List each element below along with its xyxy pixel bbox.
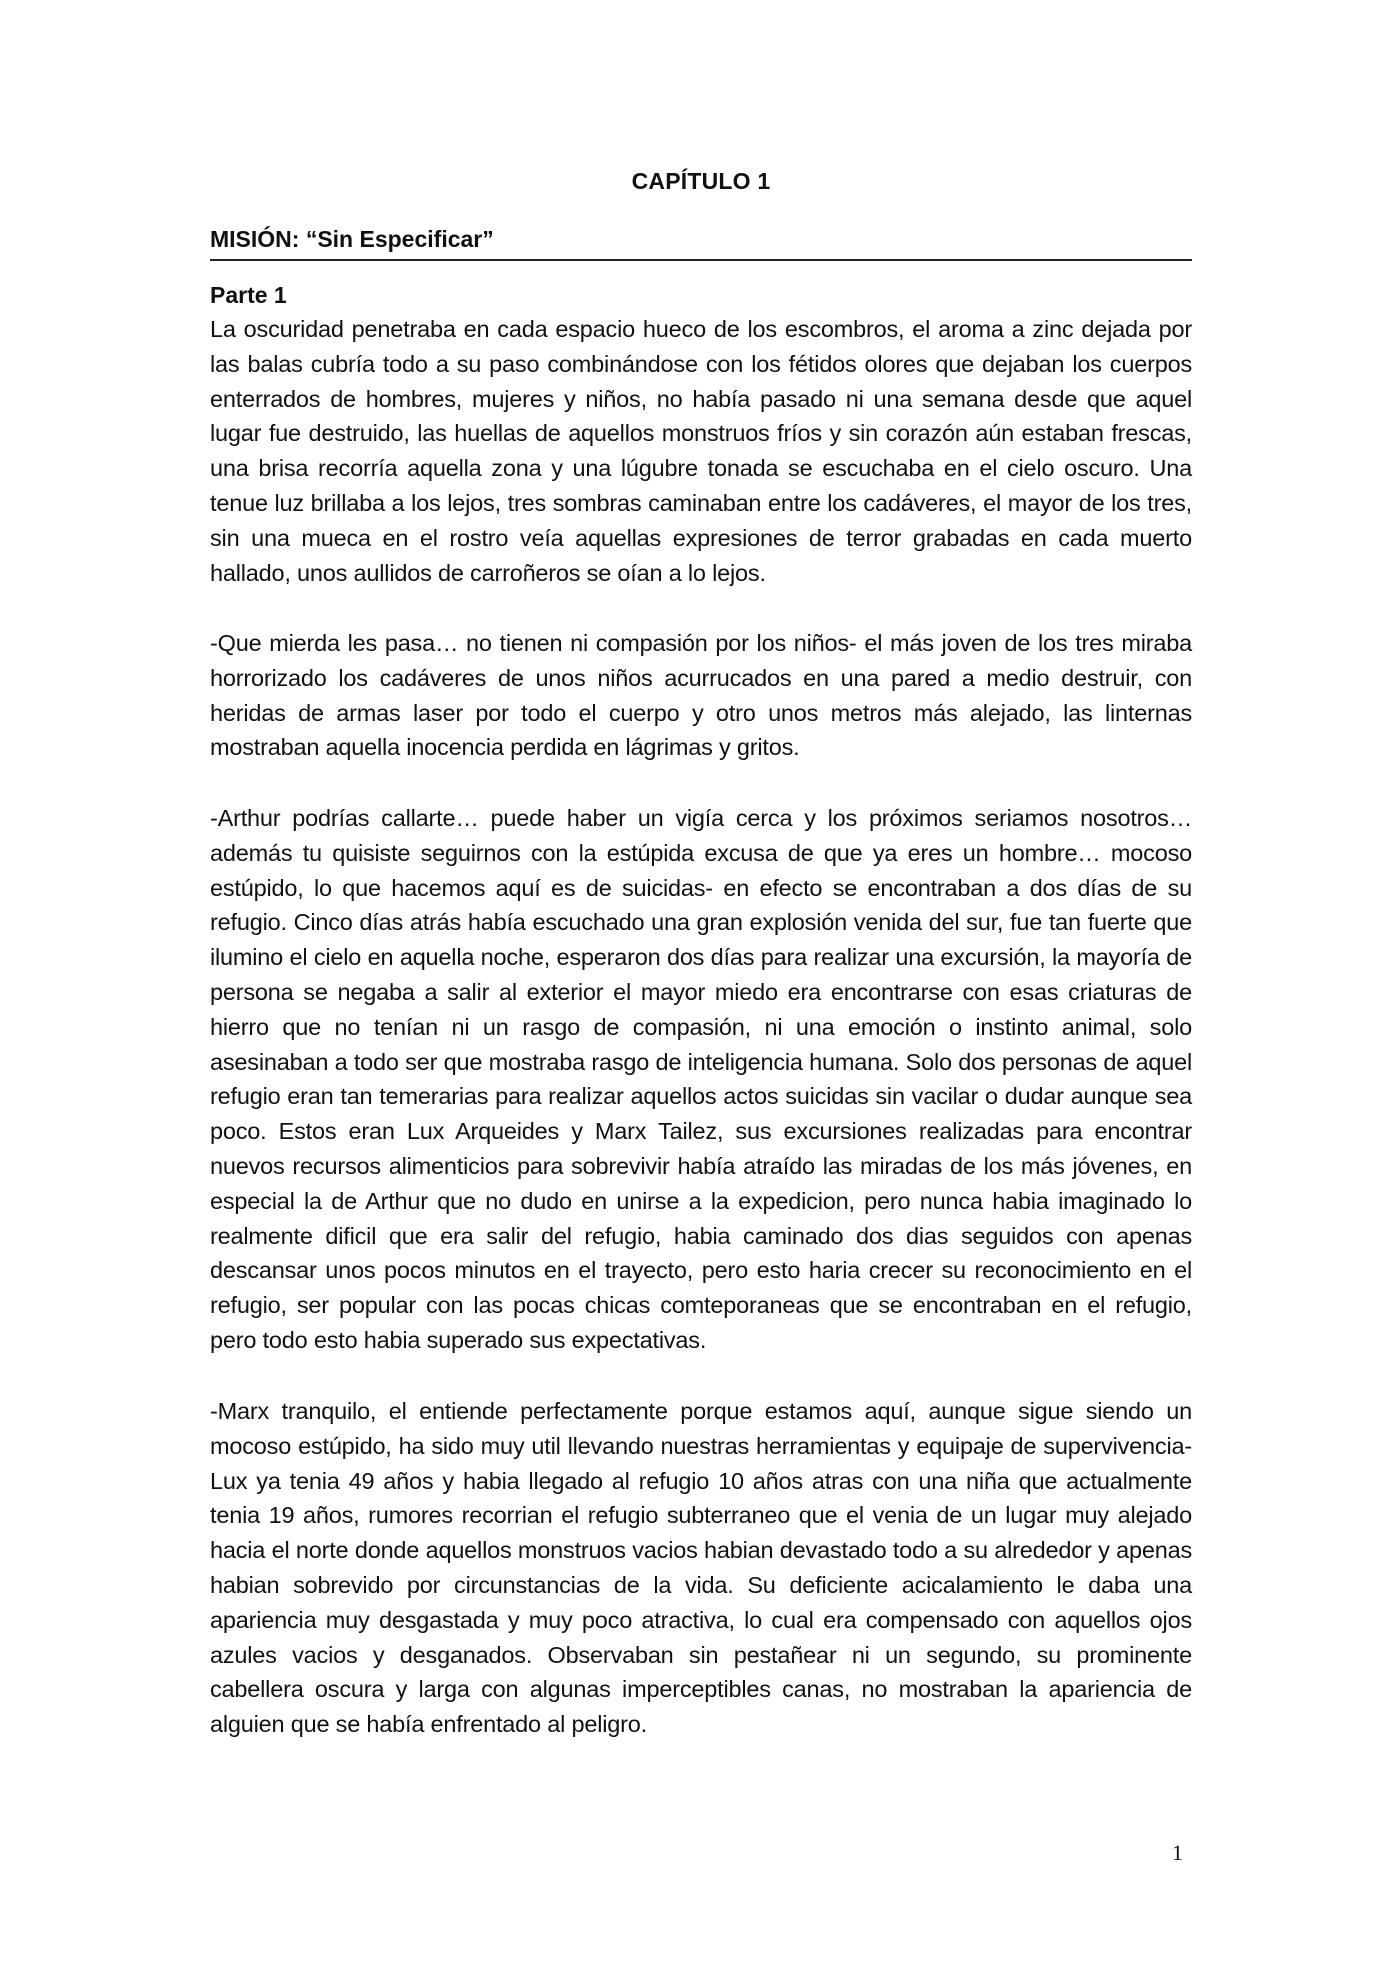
body-paragraph: -Que mierda les pasa… no tienen ni compasión por los niños- el más joven de los tres miraba horrorizado los cadáveres de unos niños acurrucados en una pared a medio destruir, con heridas de armas laser por todo el cuerpo y otro unos metros más alejado, las linternas mostraban aquella inocencia perdida en lágrimas y gritos. bbox=[210, 630, 1192, 761]
part-heading: Parte 1 bbox=[210, 282, 287, 308]
mission-heading: MISIÓN: “Sin Especificar” bbox=[210, 226, 494, 252]
heading-divider bbox=[210, 259, 1192, 261]
page-number: 1 bbox=[1172, 1840, 1183, 1865]
body-paragraph: La oscuridad penetraba en cada espacio hueco de los escombros, el aroma a zinc dejada por las balas cubría todo a su paso combinándose con los fétidos olores que dejaban los cuerpos enterrados de hombres, mujeres y niños, no había pasado ni una semana desde que aquel lugar fue destruido, las huellas de aquellos monstruos fríos y sin corazón aún estaban frescas, una brisa recorría aquella zona y una lúgubre tonada se escuchaba en el cielo oscuro. Una tenue luz brillaba a los lejos, tres sombras caminaban entre los cadáveres, el mayor de los tres, sin una mueca en el rostro veía aquellas expresiones de terror grabadas en cada muerto hallado, unos aullidos de carroñeros se oían a lo lejos. bbox=[210, 316, 1192, 586]
body-paragraph: -Marx tranquilo, el entiende perfectamente porque estamos aquí, aunque sigue siendo un mocoso estúpido, ha sido muy util llevando nuestras herramientas y equipaje de supervivencia- Lux ya tenia 49 años y habia llegado al refugio 10 años atras con una niña que actualmente tenia 19 años, rumores recorrian el refugio subterraneo que el venia de un lugar muy alejado hacia el norte donde aquellos monstruos vacios habian devastado todo a su alrededor y apenas habian sobrevido por circunstancias de la vida. Su deficiente acicalamiento le daba una apariencia muy desgastada y muy poco atractiva, lo cual era compensado con aquellos ojos azules vacios y desganados. Observaban sin pestañear ni un segundo, su prominente cabellera oscura y larga con algunas imperceptibles canas, no mostraban la apariencia de alguien que se había enfrentado al peligro. bbox=[210, 1398, 1192, 1738]
chapter-title: CAPÍTULO 1 bbox=[631, 168, 771, 194]
body-paragraph: -Arthur podrías callarte… puede haber un vigía cerca y los próximos seriamos nosotros… además tu quisiste seguirnos con la estúpida excusa de que ya eres un hombre… mocoso estúpido, lo que hacemos aquí es de suicidas- en efecto se encontraban a dos días de su refugio. Cinco días atrás había escuchado una gran explosión venida del sur, fue tan fuerte que ilumino el cielo en aquella noche, esperaron dos días para realizar una excursión, la mayoría de persona se negaba a salir al exterior el mayor miedo era encontrarse con esas criaturas de hierro que no tenían ni un rasgo de compasión, ni una emoción o instinto animal, solo asesinaban a todo ser que mostraba rasgo de inteligencia humana. Solo dos personas de aquel refugio eran tan temerarias para realizar aquellos actos suicidas sin vacilar o dudar aunque sea poco. Estos eran Lux Arqueides y Marx Tailez, sus excursiones realizadas para encontrar nuevos recursos alimenticios para sobrevivir había atraído las miradas de los más jóvenes, en especial la de Arthur que no dudo en unirse a la expedicion, pero nunca habia imaginado lo realmente dificil que era salir del refugio, habia caminado dos dias seguidos con apenas descansar unos pocos minutos en el trayecto, pero esto haria crecer su reconocimiento en el refugio, ser popular con las pocas chicas comteporaneas que se encontraban en el refugio, pero todo esto habia superado sus expectativas. bbox=[210, 805, 1192, 1353]
